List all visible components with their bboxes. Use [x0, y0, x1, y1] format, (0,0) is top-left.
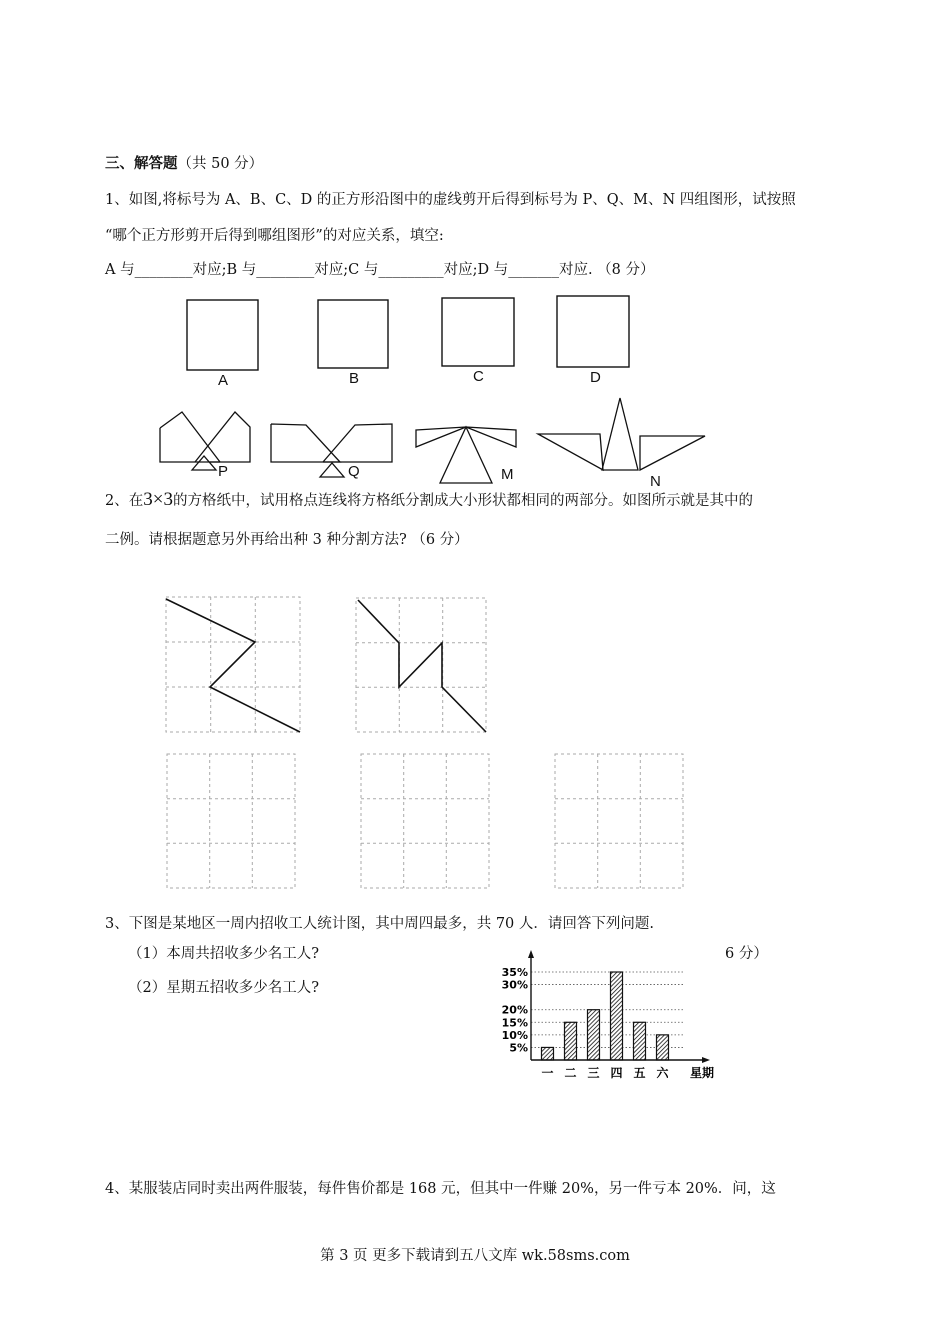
- chart-x-tick-label: 一: [541, 1066, 554, 1080]
- label-square-a: A: [218, 372, 229, 389]
- chart-y-ticks: [502, 966, 528, 1054]
- chart-x-tick-label: 四: [610, 1066, 623, 1080]
- chart-x-tick-label: 六: [656, 1066, 669, 1080]
- chart-y-tick-label: 5%: [509, 1041, 528, 1055]
- q2-prefix: 2、在: [105, 493, 144, 509]
- q2-line2: 二例。请根据题意另外再给出种 3 种分割方法? （6 分）: [105, 532, 469, 548]
- chart-y-tick-label: 30%: [501, 978, 528, 992]
- chart-bar: [565, 1022, 577, 1060]
- chart-bar: [588, 1010, 600, 1060]
- chart-y-tick-label: 15%: [501, 1016, 528, 1030]
- label-square-c: C: [473, 368, 484, 385]
- chart-bar: [542, 1047, 554, 1060]
- chart-y-tick-label: 10%: [501, 1028, 528, 1042]
- label-piece-n: N: [650, 473, 661, 490]
- label-square-d: D: [590, 369, 601, 386]
- label-piece-q: Q: [348, 463, 360, 480]
- cut-line-example-1: [166, 599, 300, 732]
- q3-score: 6 分）: [725, 946, 768, 962]
- chart-y-arrow: [528, 950, 534, 958]
- section-title: 三、解答题: [105, 155, 178, 172]
- page-footer: 第 3 页 更多下载请到五八文库 wk.58sms.com: [320, 1248, 630, 1264]
- chart-bar: [657, 1035, 669, 1060]
- q3-sub1: （1）本周共招收多少名工人?: [128, 946, 319, 962]
- chart-x-ticks: [541, 1065, 669, 1080]
- q4-line1: 4、某服装店同时卖出两件服装，每件售价都是 168 元，但其中一件赚 20%，另一件亏本 20%．问，这: [105, 1181, 776, 1197]
- q1-line2: “哪个正方形剪开后得到哪组图形”的对应关系，填空:: [105, 228, 444, 244]
- label-piece-m: M: [501, 466, 514, 483]
- chart-x-tick-label: 三: [587, 1066, 600, 1080]
- chart-bar: [611, 972, 623, 1060]
- grid-blank-1: [167, 754, 295, 888]
- q3-sub2: （2）星期五招收多少名工人?: [128, 980, 319, 996]
- chart-y-tick-label: 20%: [501, 1003, 528, 1017]
- section-points: （共 50 分）: [177, 156, 264, 172]
- label-piece-p: P: [218, 463, 229, 480]
- chart-bars: [542, 972, 669, 1060]
- chart-bar: [634, 1022, 646, 1060]
- chart-x-label: 星期: [690, 1066, 715, 1080]
- cut-line-example-2: [358, 600, 486, 732]
- chart-x-arrow: [702, 1057, 710, 1063]
- chart-x-tick-label: 五: [633, 1066, 646, 1080]
- grid-blank-3: [555, 754, 683, 888]
- q3-line1: 3、下图是某地区一周内招收工人统计图，其中周四最多，共 70 人．请回答下列问题.: [105, 916, 655, 932]
- label-square-b: B: [349, 370, 360, 387]
- chart-y-tick-label: 35%: [501, 966, 528, 979]
- q1-line3: A 与________对应;B 与________对应;C 与_________对应;D 与_______对应. （8 分）: [105, 262, 655, 278]
- q1-line1: 1、如图,将标号为 A、B、C、D 的正方形沿图中的虚线剪开后得到标号为 P、Q、M、N 四组图形，试按照: [105, 192, 796, 208]
- q2-line1-text: 的方格纸中，试用格点连线将方格纸分割成大小形状都相同的两部分。如图所示就是其中的: [172, 493, 753, 509]
- q2-math: 3×3: [143, 489, 173, 510]
- chart-x-tick-label: 二: [564, 1066, 577, 1080]
- grid-blank-2: [361, 754, 489, 888]
- bar-chart: [490, 950, 720, 1090]
